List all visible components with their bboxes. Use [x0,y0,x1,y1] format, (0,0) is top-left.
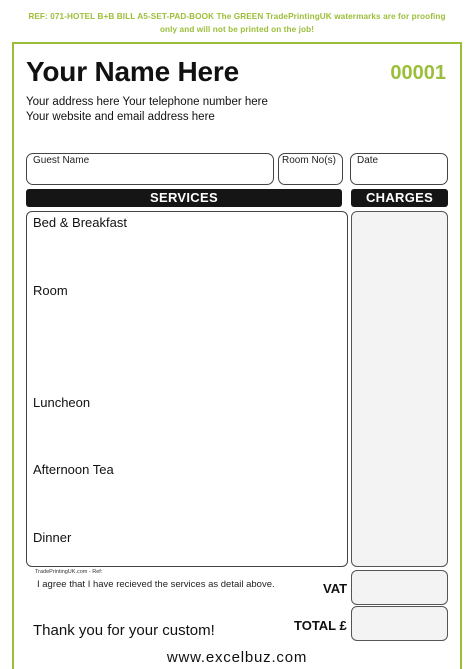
printer-ref: TradePrintingUK.com - Ref: [35,569,103,575]
proof-notice-line1: REF: 071-HOTEL B+B BILL A5-SET-PAD-BOOK The GREEN TradePrintingUK watermarks are for proofing [28,12,446,21]
vat-box[interactable] [351,570,448,605]
date-label: Date [357,155,379,166]
room-number-label: Room No(s) [282,155,336,166]
total-label: TOTAL £ [294,618,347,633]
services-header: SERVICES [26,189,342,207]
charges-header: CHARGES [351,189,448,207]
contact-line: Your website and email address here [26,111,215,123]
thank-you-message: Thank you for your custom! [33,622,215,639]
date-field[interactable] [350,153,448,185]
guest-name-field[interactable] [26,153,274,185]
proof-watermark-notice [0,10,474,36]
service-item: Luncheon [33,395,91,410]
address-line: Your address here Your telephone number here [26,96,268,108]
agreement-text: I agree that I have recieved the services as detail above. [37,579,275,590]
service-item: Afternoon Tea [33,462,114,477]
guest-name-label: Guest Name [33,155,90,166]
service-item: Bed & Breakfast [33,215,127,230]
room-number-field[interactable] [278,153,343,185]
vat-label: VAT [323,581,348,596]
website-footer: www.excelbuz.com [166,649,308,666]
charges-area[interactable] [351,211,448,567]
total-box[interactable] [351,606,448,641]
invoice-number: 00001 [390,62,446,84]
business-name: Your Name Here [26,56,239,87]
service-item: Room [33,283,68,298]
service-item: Dinner [33,530,72,545]
proof-notice-line2: only and will not be printed on the job! [159,25,315,34]
services-area [26,211,348,567]
